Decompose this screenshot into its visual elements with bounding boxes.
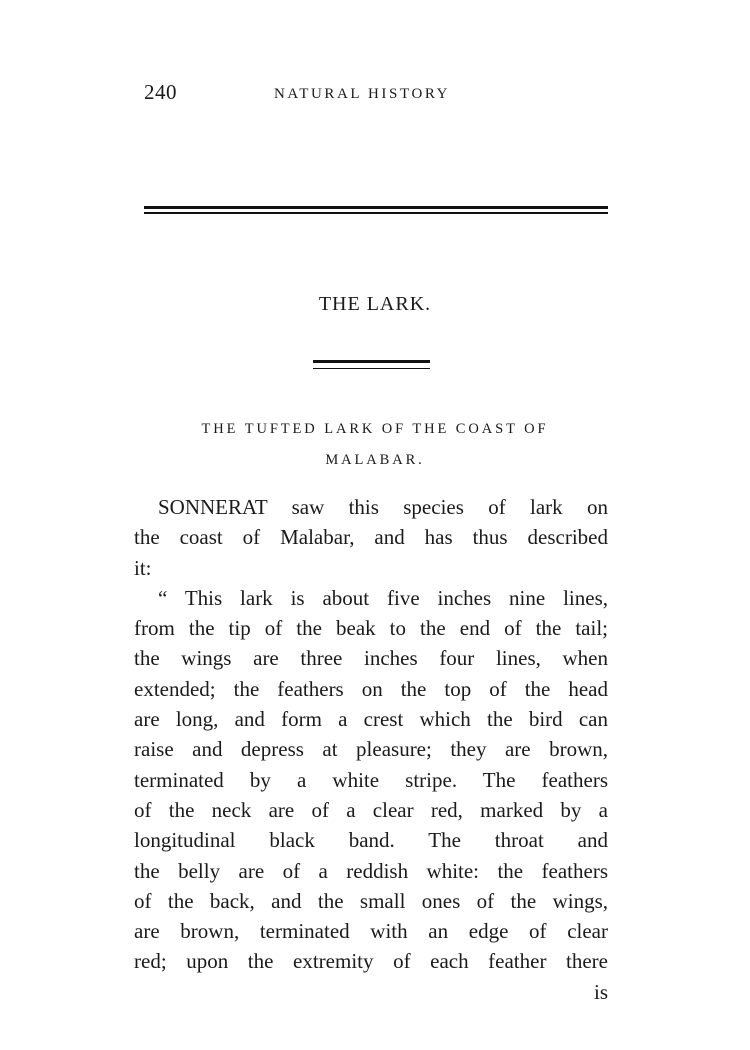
text-line: SONNERAT saw this species of lark on bbox=[158, 495, 608, 519]
text-line: it: bbox=[134, 555, 152, 580]
body-paragraph bbox=[134, 492, 608, 1007]
page-number: 240 bbox=[144, 80, 177, 104]
running-head: NATURAL HISTORY bbox=[274, 86, 451, 102]
text-line: “ This lark is about five inches nine lines, bbox=[158, 585, 608, 610]
text-line: longitudinal black band. The throat and bbox=[134, 828, 608, 853]
header-double-rule bbox=[144, 206, 608, 214]
chapter-rule bbox=[313, 360, 430, 369]
section-heading-line-1: THE TUFTED LARK OF THE COAST OF bbox=[201, 421, 549, 437]
text-line: the coast of Malabar, and has thus described bbox=[134, 525, 608, 550]
text-line: the wings are three inches four lines, when bbox=[134, 646, 608, 671]
text-line: red; upon the extremity of each feather there bbox=[134, 949, 608, 974]
text-line: the belly are of a reddish white: the feathers bbox=[134, 858, 608, 883]
section-heading bbox=[140, 414, 610, 476]
chapter-title: THE LARK. bbox=[318, 293, 432, 315]
text-line: raise and depress at pleasure; they are brown, bbox=[134, 737, 608, 762]
catchword: is bbox=[593, 979, 608, 1004]
text-line: from the tip of the beak to the end of the tail; bbox=[134, 616, 608, 641]
text-line: of the neck are of a clear red, marked by a bbox=[134, 797, 608, 822]
text-line: extended; the feathers on the top of the head bbox=[134, 676, 608, 701]
text-line: terminated by a white stripe. The feathers bbox=[134, 767, 608, 792]
text-line: of the back, and the small ones of the wings, bbox=[134, 888, 608, 913]
text-line: are long, and form a crest which the bird can bbox=[134, 707, 608, 732]
section-heading-line-2: MALABAR. bbox=[325, 452, 425, 468]
text-line: are brown, terminated with an edge of clear bbox=[134, 919, 608, 944]
